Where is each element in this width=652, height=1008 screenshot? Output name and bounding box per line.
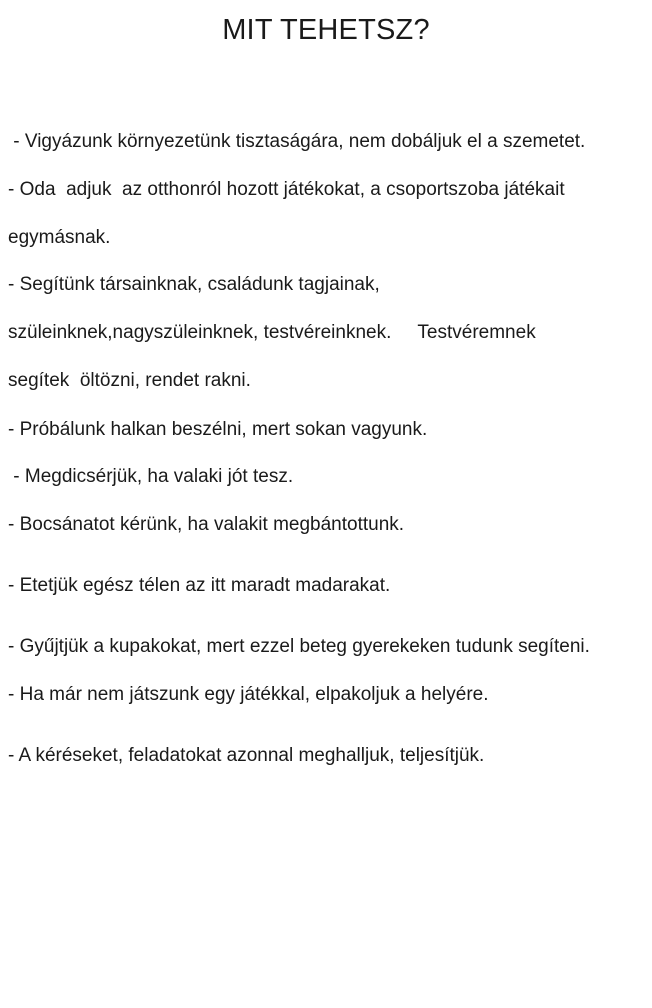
text-line-1: - Vigyázunk környezetünk tisztaságára, nem dobáljuk el a szemetet. <box>8 131 586 152</box>
text-line-6: segítek öltözni, rendet rakni. <box>8 370 251 391</box>
text-line-11: - Gyűjtjük a kupakokat, mert ezzel beteg gyerekeken tudunk segíteni. <box>8 636 590 657</box>
text-line-5: szüleinknek,nagyszüleinknek, testvéreinknek. Testvéremnek <box>8 322 536 343</box>
text-line-4: - Segítünk társainknak, családunk tagjainak, <box>8 274 380 295</box>
text-line-12: - Ha már nem játszunk egy játékkal, elpakoljuk a helyére. <box>8 684 489 705</box>
text-line-13: - A kéréseket, feladatokat azonnal meghalljuk, teljesítjük. <box>8 745 485 766</box>
text-line-3: egymásnak. <box>8 227 111 248</box>
text-line-7: - Próbálunk halkan beszélni, mert sokan vagyunk. <box>8 419 428 440</box>
text-line-10: - Etetjük egész télen az itt maradt madarakat. <box>8 575 391 596</box>
text-line-2: - Oda adjuk az otthonról hozott játékokat, a csoportszoba játékait <box>8 179 565 200</box>
text-line-9: - Bocsánatot kérünk, ha valakit megbántottunk. <box>8 514 405 535</box>
page-title: MIT TEHETSZ? <box>222 14 430 46</box>
text-line-8: - Megdicsérjük, ha valaki jót tesz. <box>8 466 294 487</box>
